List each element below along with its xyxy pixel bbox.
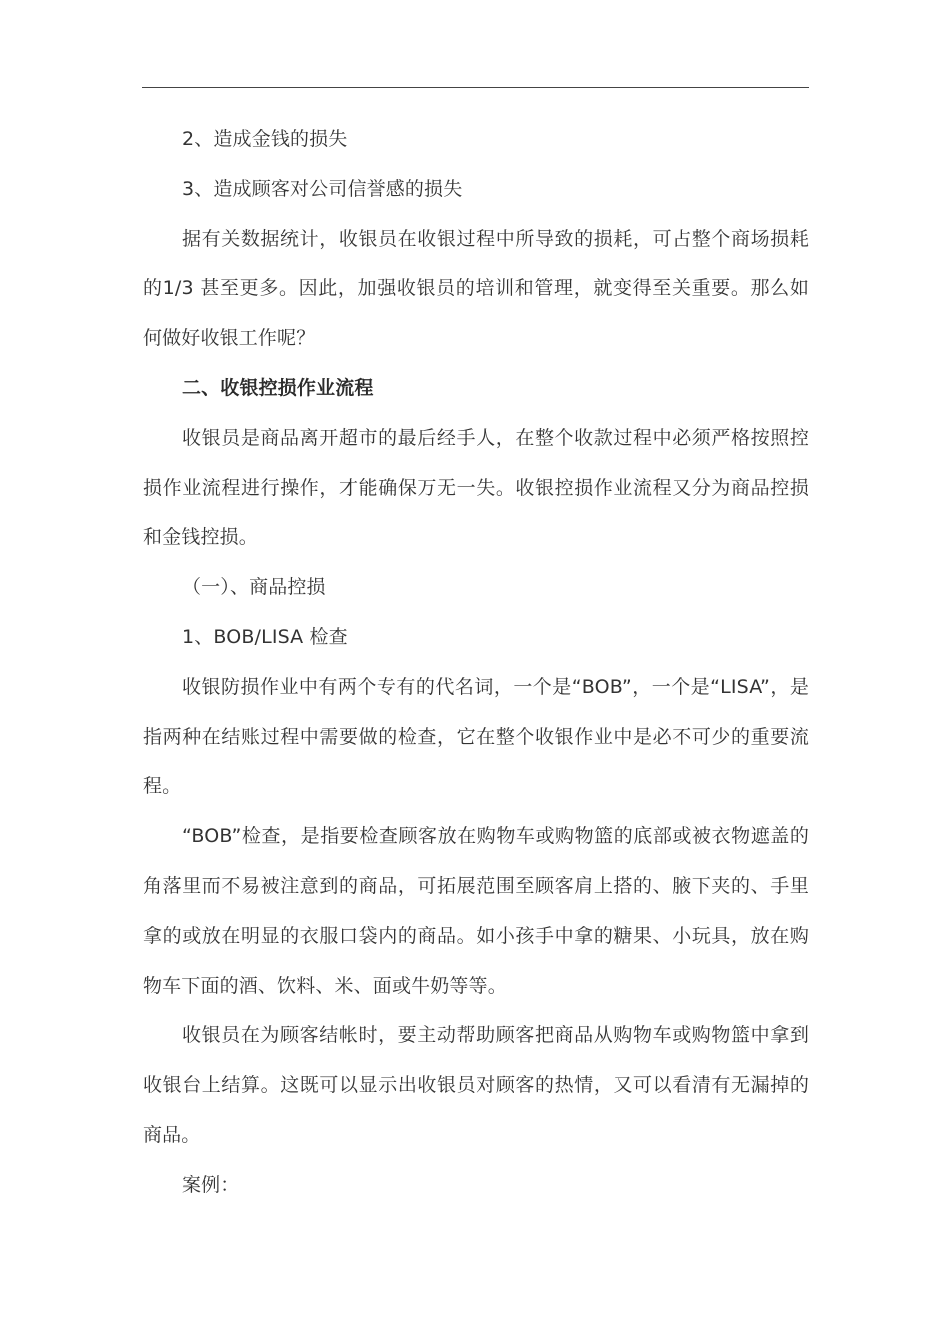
header-divider — [142, 87, 809, 88]
paragraph-bob-lisa-definition: 收银防损作业中有两个专有的代名词，一个是“BOB”，一个是“LISA”，是指两种在结账过程中需要做的检查，它在整个收银作业中是必不可少的重要流程。 — [143, 675, 809, 798]
paragraph-bob-check: “BOB”检查，是指要检查顾客放在购物车或购物篮的底部或被衣物遮盖的角落里而不易被注意到的商品，可拓展范围至顾客肩上搭的、腋下夹的、手里拿的或放在明显的衣服口袋内的商品。如小孩手中拿的糖果、小玩具，放在购物车下面的酒、饮料、米、面或牛奶等等。 — [143, 825, 809, 997]
paragraph-cashier-role: 收银员是商品离开超市的最后经手人，在整个收款过程中必须严格按照控损作业流程进行操作，才能确保万无一失。收银控损作业流程又分为商品控损和金钱控损。 — [143, 426, 809, 549]
paragraph-case-label: 案例： — [182, 1173, 240, 1196]
document-body — [143, 115, 809, 1211]
section-heading-loss-control-process: 二、收银控损作业流程 — [182, 376, 374, 399]
paragraph-statistics: 据有关数据统计，收银员在收银过程中所导致的损耗，可占整个商场损耗的1/3 甚至更多。因此，加强收银员的培训和管理，就变得至关重要。那么如何做好收银工作呢？ — [143, 227, 809, 350]
paragraph-checkout-help: 收银员在为顾客结帐时，要主动帮助顾客把商品从购物车或购物篮中拿到收银台上结算。这既可以显示出收银员对顾客的热情，又可以看清有无漏掉的商品。 — [143, 1024, 809, 1146]
subsection-heading-bob-lisa: 1、BOB/LISA 检查 — [182, 625, 348, 648]
subsection-heading-goods-control: （一）、商品控损 — [182, 576, 326, 599]
list-item-money-loss: 2、造成金钱的损失 — [182, 128, 348, 150]
list-item-reputation-loss: 3、造成顾客对公司信誉感的损失 — [182, 177, 463, 200]
